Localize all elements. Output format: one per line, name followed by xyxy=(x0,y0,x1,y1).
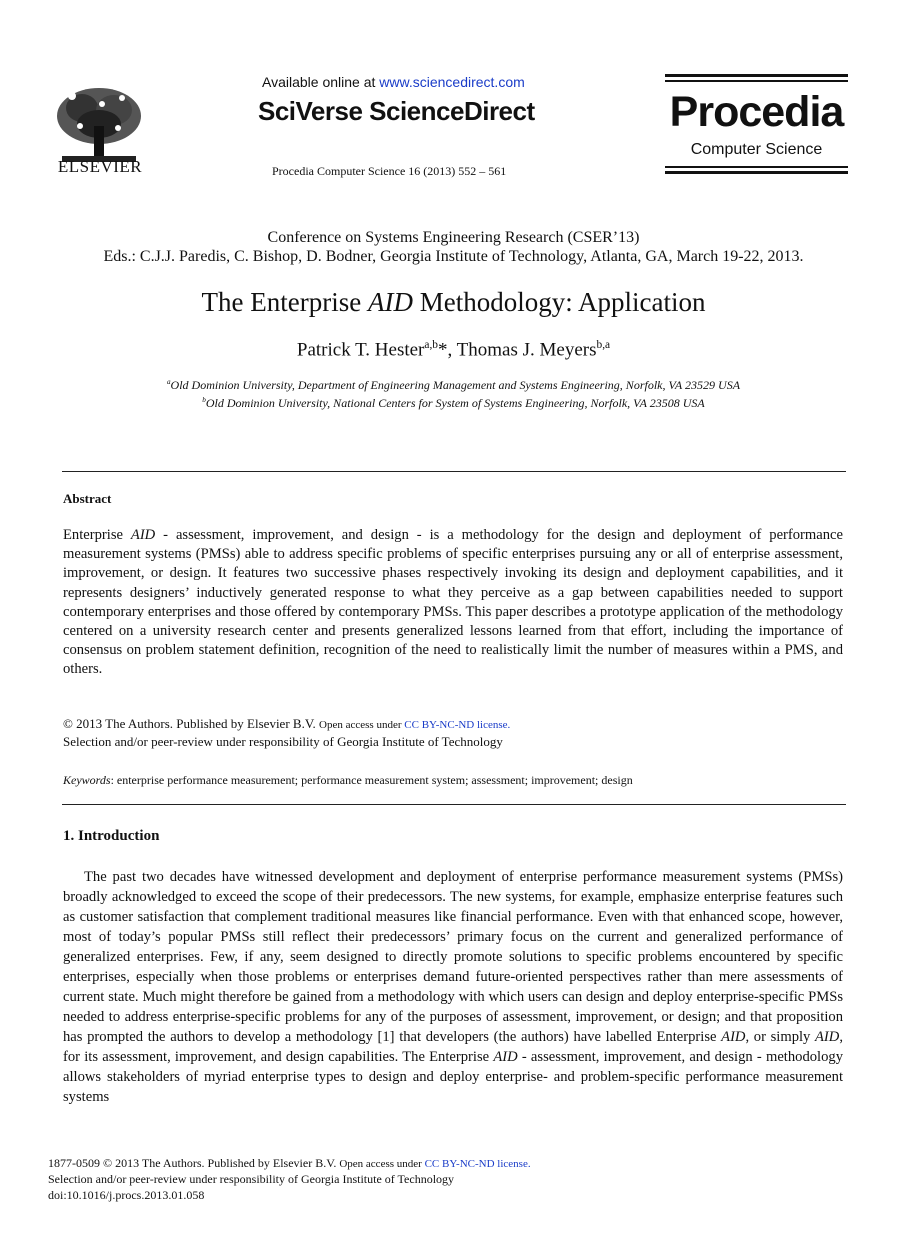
author-affiliation-mark: b,a xyxy=(596,339,611,351)
paragraph-italic: AID xyxy=(721,1029,746,1045)
conference-editors: Eds.: C.J.J. Paredis, C. Bishop, D. Bodner, Georgia Institute of Technology, Atlanta, GA, March 19-22, 2013. xyxy=(103,248,804,265)
abstract-heading: Abstract xyxy=(63,491,112,506)
abstract-text xyxy=(63,526,843,680)
footer-text: 1877-0509 © 2013 The Authors. Published by Elsevier B.V. xyxy=(48,1156,340,1170)
open-access-label: Open access under xyxy=(319,719,405,731)
footer-open-access: Open access under xyxy=(339,1158,425,1170)
copyright-text: © 2013 The Authors. Published by Elsevier B.V. xyxy=(63,716,320,731)
sciencedirect-link[interactable]: www.sciencedirect.com xyxy=(379,74,525,90)
abstract-italic: AID xyxy=(130,527,156,543)
keywords xyxy=(63,773,633,788)
affiliation-mark: a xyxy=(166,378,171,386)
affiliation-b xyxy=(0,396,907,411)
license-link[interactable]: CC BY-NC-ND license. xyxy=(404,719,511,731)
procedia-bottom-rule xyxy=(665,171,848,174)
abstract-part: - assessment, improvement, and design - is a methodology for the design and deployment of performance measurement systems (PMSs) able to address specific problems of specific enterprises pursuing any or all of enterprise assessment, improvement, or design. It features two successive phases respectively invoking its design and deployment capabilities, and it represents designers’ inductively generated response to what they perceive as a gap between capabilities needed to support contemporary enterprises and those offered by contemporary PMSs. This paper describes a prototype application of the methodology centered on a university research center and presents generalized lessons learned from that effort, including the importance of consensus on problem statement definition, recognition of the need to realistically limit the number of measures within a PMS, and others. xyxy=(63,527,843,678)
paragraph-part: , or simply xyxy=(745,1029,816,1045)
affiliation-a xyxy=(0,378,907,393)
procedia-top-rule-thin xyxy=(665,80,848,82)
platform-name: SciVerse ScienceDirect xyxy=(258,96,535,126)
procedia-logo xyxy=(665,74,848,174)
title-part: The Enterprise xyxy=(201,287,368,317)
peer-review-line: Selection and/or peer-review under responsibility of Georgia Institute of Technology xyxy=(63,734,503,749)
author-list xyxy=(0,339,907,361)
elsevier-logo-text: ELSEVIER xyxy=(57,157,143,176)
affiliation-text: Old Dominion University, National Centers for System of Systems Engineering, Norfolk, VA 23508 USA xyxy=(205,396,705,410)
procedia-title: Procedia xyxy=(669,88,844,136)
footer-peer-review: Selection and/or peer-review under responsibility of Georgia Institute of Technology xyxy=(48,1172,455,1186)
paragraph-italic: AID xyxy=(493,1049,518,1065)
copyright-line xyxy=(63,716,510,732)
procedia-bottom-rule-thin xyxy=(665,166,848,168)
availability-prefix: Available online at xyxy=(262,74,380,90)
keywords-label: Keywords xyxy=(63,773,111,787)
author-name: Thomas J. Meyers xyxy=(456,339,597,361)
footer-doi[interactable]: doi:10.1016/j.procs.2013.01.058 xyxy=(48,1188,205,1202)
corresponding-mark: *, xyxy=(438,339,457,361)
paper-title xyxy=(0,287,907,318)
title-part: Methodology: Application xyxy=(412,287,706,317)
paragraph-part: , for its assessment, improvement, and design capabilities. The Enterprise xyxy=(63,1029,843,1065)
author-affiliation-mark: a,b xyxy=(424,339,438,351)
author-name: Patrick T. Hester xyxy=(296,339,425,361)
affiliation-text: Old Dominion University, Department of Engineering Management and Systems Engineering, Norfolk, VA 23529 USA xyxy=(170,378,741,392)
paragraph-italic: AID xyxy=(815,1029,840,1045)
divider xyxy=(62,804,846,805)
journal-reference: Procedia Computer Science 16 (2013) 552 – 561 xyxy=(272,164,507,178)
procedia-subtitle: Computer Science xyxy=(690,141,823,158)
divider xyxy=(62,471,846,472)
conference-name: Conference on Systems Engineering Research (CSER’13) xyxy=(267,229,640,246)
section-heading: 1. Introduction xyxy=(63,828,160,844)
footer-issn-line xyxy=(48,1156,531,1171)
paragraph-part: The past two decades have witnessed development and deployment of enterprise performance measurement systems (PMSs) broadly acknowledged to exceed the scope of their predecessors. The new systems, for example, emphasize enterprise features such as customer satisfaction that complement traditional measures like financial performance. Even with that enhanced scope, however, most of today’s popular PMSs still reflect their predecessors’ primary focus on the current and generalized performance of generalized enterprises. Few, if any, seem designed to directly promote solutions to specific problems encountered by specific enterprises, especially when those problems or enterprises demand future-oriented perspectives rather than mere assessments of current state. Much might therefore be gained from a methodology with which users can design and deploy enterprise-specific PMSs needed to address enterprise-specific problems for any of the purposes of assessment, improvement, or design; and that proposition has prompted the authors to develop a methodology [1] that developers (the authors) have labelled Enterprise xyxy=(63,869,843,1045)
footer-license-link[interactable]: CC BY-NC-ND license. xyxy=(424,1158,531,1170)
abstract-part: Enterprise xyxy=(63,527,131,543)
affiliation-mark: b xyxy=(202,396,206,404)
procedia-top-rule xyxy=(665,74,848,77)
keywords-text: : enterprise performance measurement; performance measurement system; assessment; improvement; design xyxy=(110,773,633,787)
title-italic: AID xyxy=(367,287,413,317)
paragraph-part: - assessment, improvement, and design - methodology allows stakeholders of myriad enterprise types to design and deploy enterprise- and problem-specific performance measurement systems xyxy=(63,1049,843,1105)
introduction-paragraph xyxy=(63,867,843,1107)
availability-line xyxy=(262,74,525,90)
